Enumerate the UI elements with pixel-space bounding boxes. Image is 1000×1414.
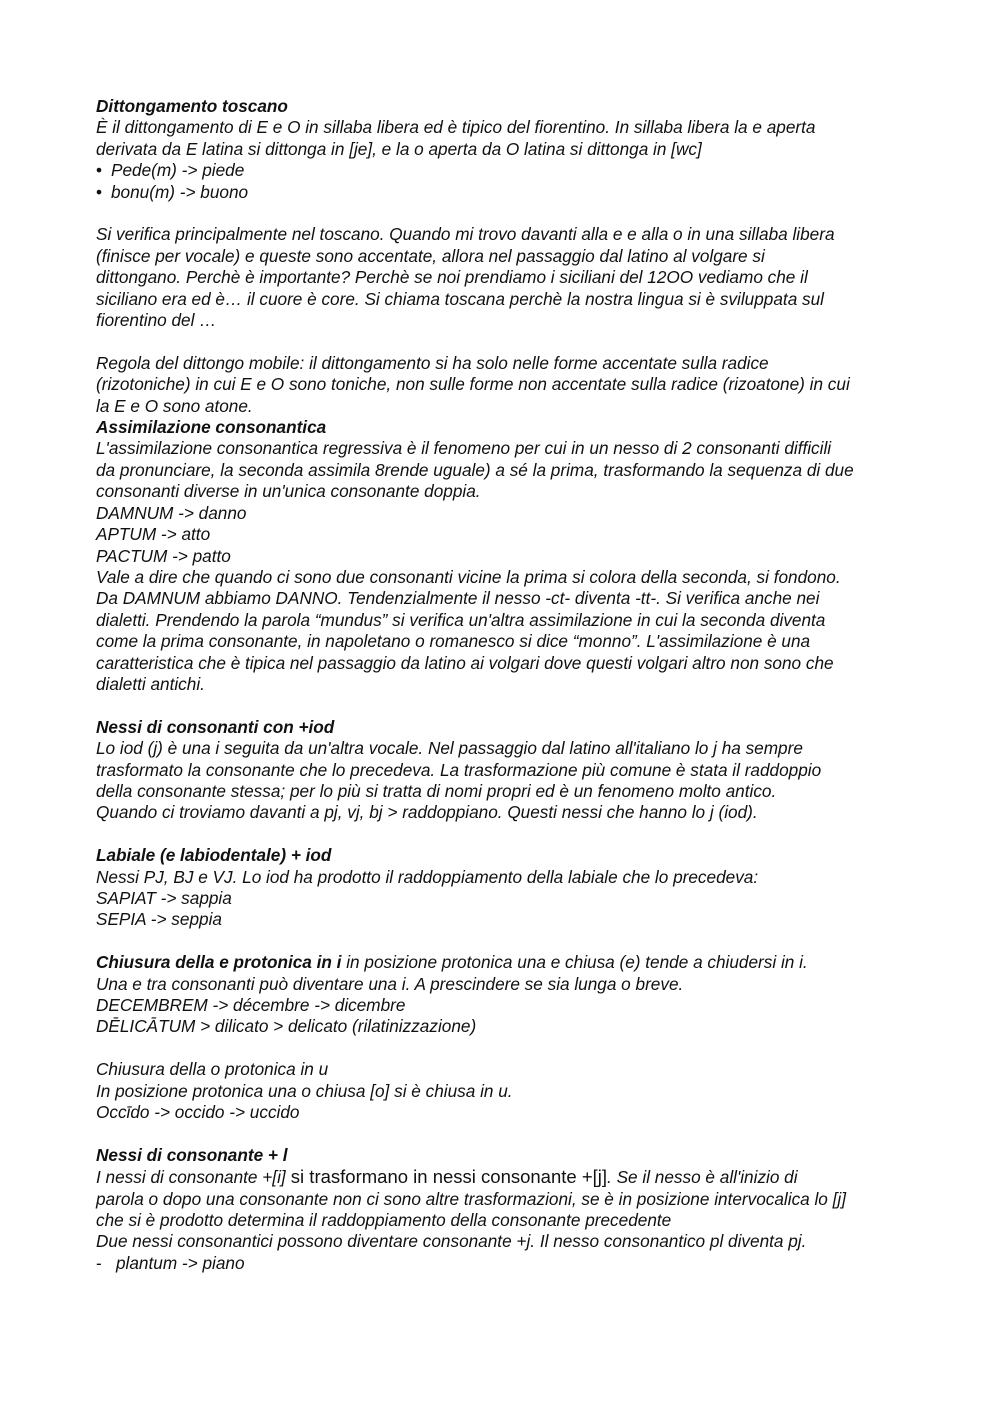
paragraph-line: In posizione protonica una o chiusa [o] si è chiusa in u. [96,1080,513,1101]
section-heading-nessi-l: Nessi di consonante + l [96,1144,288,1165]
example-line: PACTUM -> patto [96,545,231,566]
paragraph-line [96,952,916,973]
paragraph-line: Quando ci troviamo davanti a pj, vj, bj > raddoppiano. Questi nessi che hanno lo j (iod). [96,802,758,823]
paragraph-line: che si è prodotto determina il raddoppiamento della consonante precedente [96,1210,672,1231]
paragraph-line: dialetti antichi. [96,673,205,694]
example-line: DĒLICĀTUM > dilicato > delicato (rilatinizzazione) [96,1016,477,1037]
section-heading-labiale: Labiale (e labiodentale) + iod [96,845,332,866]
paragraph-line: Regola del dittongo mobile: il dittongamento si ha solo nelle forme accentate sulla radice [96,352,769,373]
bullet-item [96,182,916,203]
bullet-text: Pede(m) -> piede [111,160,245,181]
example-line: Occīdo -> occido -> uccido [96,1102,300,1122]
paragraph-line: consonanti diverse in un'unica consonante doppia. [96,481,481,502]
example-line: SEPIA -> seppia [96,909,222,930]
example-line: SAPIAT -> sappia [96,887,232,908]
paragraph-line: come la prima consonante, in napoletano o romanesco si dice “monno”. L'assimilazione è una [96,631,811,652]
example-line: APTUM -> atto [96,524,211,545]
section-heading-assimilazione: Assimilazione consonantica [96,417,327,438]
paragraph-line: L'assimilazione consonantica regressiva è il fenomeno per cui in un nesso di 2 consonanti difficili [96,438,832,459]
document-page [96,96,916,1274]
dash-item-text: plantum -> piano [116,1252,245,1273]
example-line: DECEMBREM -> décembre -> dicembre [96,994,406,1015]
bullet-icon: • [96,181,103,202]
paragraph-line: parola o dopo una consonante non ci sono altre trasformazioni, se è in posizione intervocalica lo [j] [96,1188,847,1209]
inline-text: . Se il nesso è all'inizio di [607,1167,798,1188]
paragraph-line: Nessi PJ, BJ e VJ. Lo iod ha prodotto il raddoppiamento della labiale che lo precedeva: [96,866,759,887]
paragraph-line: della consonante stessa; per lo più si tratta di nomi propri ed è un fenomeno molto antico. [96,780,777,801]
paragraph-line: dialetti. Prendendo la parola “mundus” si verifica un'altra assimilazione in cui la seconda diventa [96,609,826,630]
paragraph-line: Si verifica principalmente nel toscano. Quando mi trovo davanti alla e e alla o in una sillaba libera [96,224,835,245]
dash-icon: - [96,1252,102,1273]
dash-item [96,1253,916,1274]
paragraph-line: caratteristica che è tipica nel passaggio da latino ai volgari dove questi volgari altro non sono che [96,652,834,673]
paragraph-line: Lo iod (j) è una i seguita da un'altra vocale. Nel passaggio dal latino all'italiano lo j ha sempre [96,738,803,759]
paragraph-line: derivata da E latina si dittonga in [je], e la o aperta da O latina si dittonga in [wc] [96,138,702,159]
bullet-item [96,160,916,181]
paragraph-line: Due nessi consonantici possono diventare consonante +j. Il nesso consonantico pl diventa pj. [96,1231,807,1252]
paragraph-line: È il dittongamento di E e O in sillaba libera ed è tipico del fiorentino. In sillaba libera la e aperta [96,117,816,138]
paragraph-line: Una e tra consonanti può diventare una i. A prescindere se sia lunga o breve. [96,973,684,994]
paragraph-line [96,1166,916,1188]
paragraph-line: Chiusura della o protonica in u [96,1059,329,1080]
paragraph-line: Vale a dire che quando ci sono due consonanti vicine la prima si colora della seconda, si fondono. [96,566,841,587]
bullet-text: bonu(m) -> buono [111,181,249,202]
example-line: DAMNUM -> danno [96,502,247,523]
inline-text: si trasformano in nessi consonante +[j] [285,1166,608,1188]
inline-text: I nessi di consonante +[i] [96,1167,286,1188]
paragraph-line: da pronunciare, la seconda assimila 8rende uguale) a sé la prima, trasformando la sequenza di due [96,459,854,480]
paragraph-line: dittongano. Perchè è importante? Perchè se noi prendiamo i siciliani del 12OO vediamo che il [96,267,808,288]
paragraph-line: la E e O sono atone. [96,395,253,416]
paragraph-line: (finisce per vocale) e queste sono accentate, allora nel passaggio dal latino al volgare si [96,245,765,266]
paragraph-line: Da DAMNUM abbiamo DANNO. Tendenzialmente il nesso -ct- diventa -tt-. Si verifica anche nei [96,588,820,609]
section-heading-dittongamento: Dittongamento toscano [96,96,288,116]
paragraph-line: trasformato la consonante che lo precedeva. La trasformazione più comune è stata il raddoppio [96,759,822,780]
paragraph-line: siciliano era ed è… il cuore è core. Si chiama toscana perchè la nostra lingua si è sviluppata sul [96,288,824,309]
paragraph-line: fiorentino del … [96,310,217,331]
section-heading-chiusura-e: Chiusura della e protonica in i [96,952,342,973]
bullet-icon: • [96,160,103,181]
inline-text: in posizione protonica una e chiusa (e) tende a chiudersi in i. [341,952,808,973]
paragraph-line: (rizotoniche) in cui E e O sono toniche, non sulle forme non accentate sulla radice (rizoatone) in cui [96,374,850,395]
section-heading-nessi-iod: Nessi di consonanti con +iod [96,716,335,737]
